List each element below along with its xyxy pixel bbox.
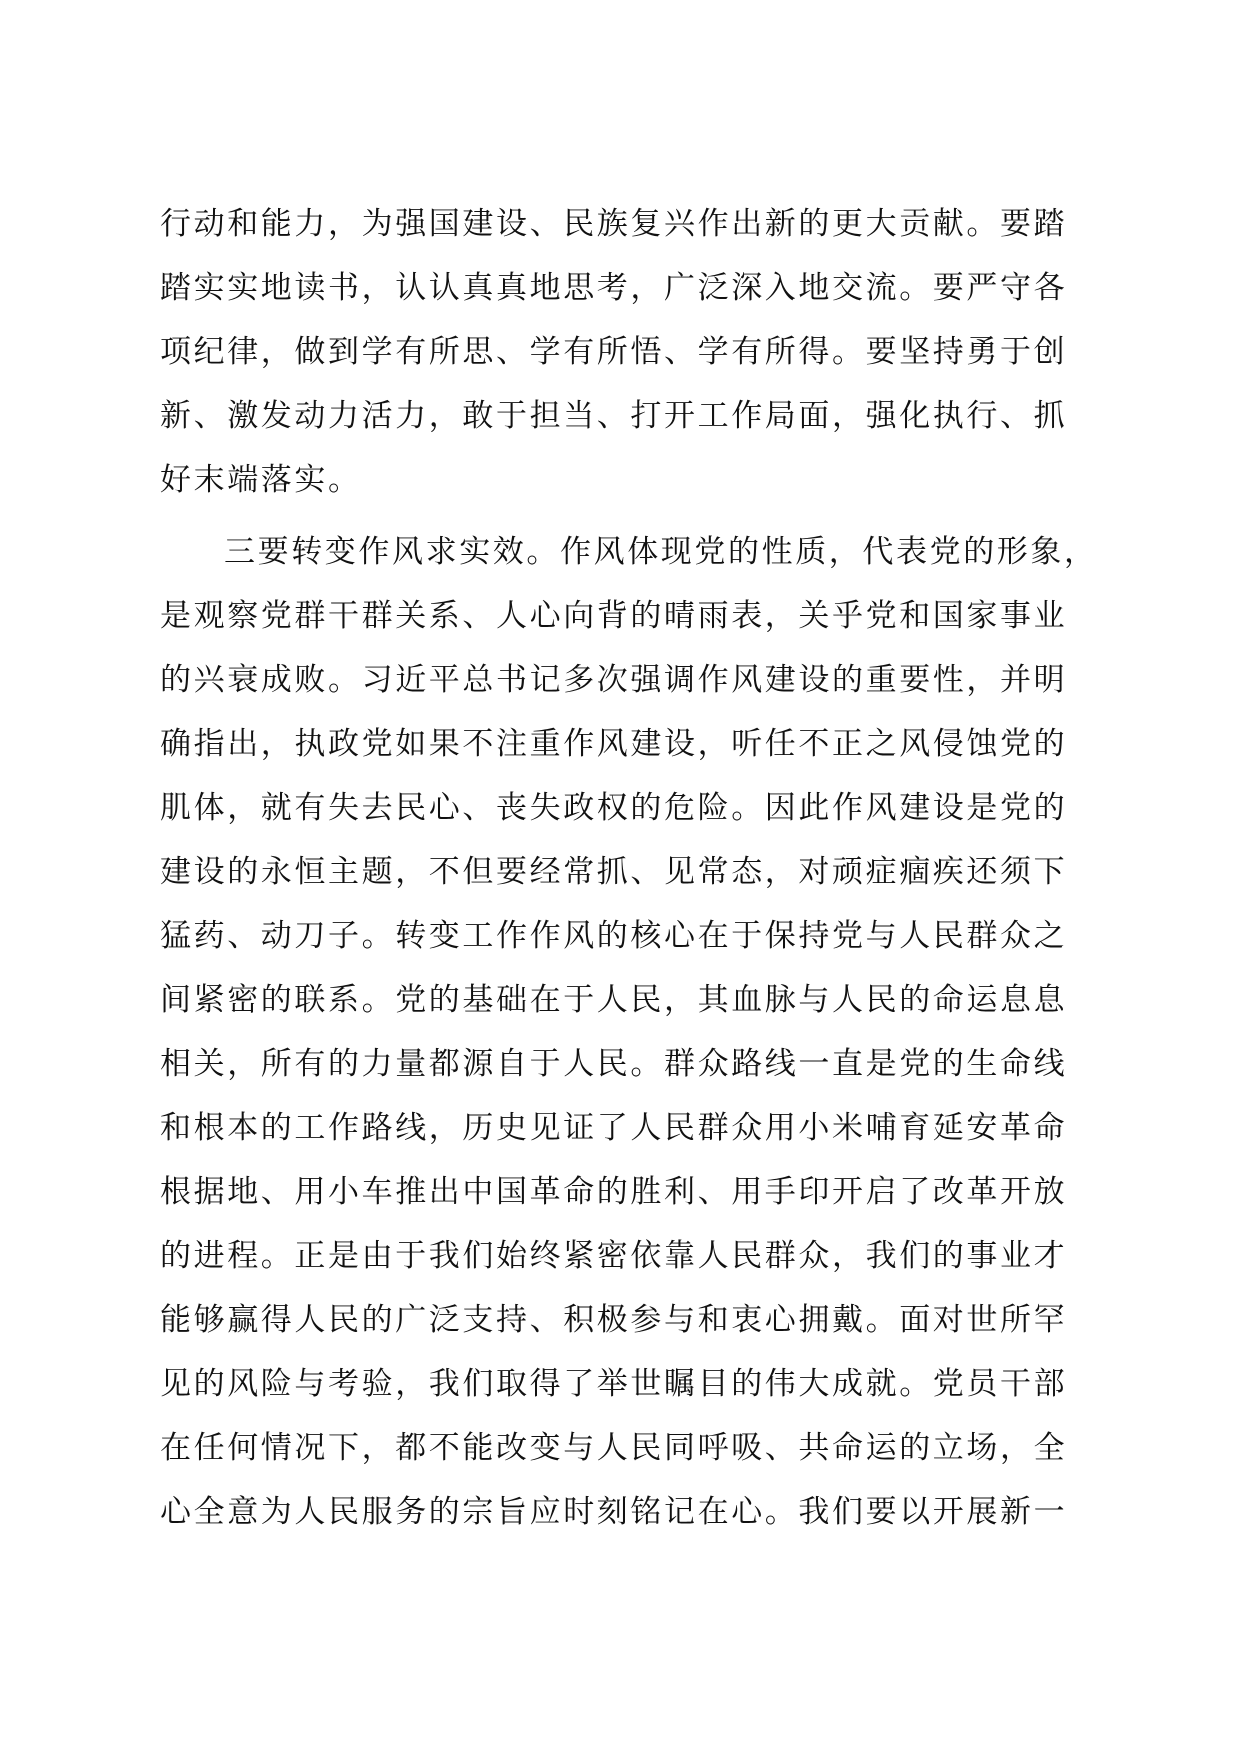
paragraph-2 — [160, 520, 1098, 1544]
text-line: 新、激发动力活力，敢于担当、打开工作局面，强化执行、抓 — [160, 398, 1068, 434]
text-line: 踏实实地读书，认认真真地思考，广泛深入地交流。要严守各 — [160, 270, 1068, 306]
text-line: 的兴衰成败。习近平总书记多次强调作风建设的重要性，并明 — [160, 662, 1068, 698]
text-line-first: 三要转变作风求实效。作风体现党的性质，代表党的形象， — [224, 534, 1098, 570]
text-line: 建设的永恒主题，不但要经常抓、见常态，对顽症痼疾还须下 — [160, 854, 1068, 890]
text-line: 猛药、动刀子。转变工作作风的核心在于保持党与人民群众之 — [160, 918, 1068, 954]
paragraph-1 — [160, 192, 1080, 512]
text-line: 行动和能力，为强国建设、民族复兴作出新的更大贡献。要踏 — [160, 206, 1068, 242]
text-line: 心全意为人民服务的宗旨应时刻铭记在心。我们要以开展新一 — [160, 1494, 1068, 1530]
text-line: 项纪律，做到学有所思、学有所悟、学有所得。要坚持勇于创 — [160, 334, 1068, 370]
text-line: 间紧密的联系。党的基础在于人民，其血脉与人民的命运息息 — [160, 982, 1068, 1018]
text-line: 和根本的工作路线，历史见证了人民群众用小米哺育延安革命 — [160, 1110, 1068, 1146]
text-line: 见的风险与考验，我们取得了举世瞩目的伟大成就。党员干部 — [160, 1366, 1068, 1402]
text-line: 肌体，就有失去民心、丧失政权的危险。因此作风建设是党的 — [160, 790, 1068, 826]
text-line: 能够赢得人民的广泛支持、积极参与和衷心拥戴。面对世所罕 — [160, 1302, 1068, 1338]
paragraph-gap — [160, 512, 1080, 520]
text-line: 好末端落实。 — [160, 462, 362, 498]
body-text — [160, 192, 1098, 1544]
text-line: 相关，所有的力量都源自于人民。群众路线一直是党的生命线 — [160, 1046, 1068, 1082]
text-line: 是观察党群干群关系、人心向背的晴雨表，关乎党和国家事业 — [160, 598, 1068, 634]
text-line: 根据地、用小车推出中国革命的胜利、用手印开启了改革开放 — [160, 1174, 1068, 1210]
text-line: 在任何情况下，都不能改变与人民同呼吸、共命运的立场，全 — [160, 1430, 1068, 1466]
text-line: 确指出，执政党如果不注重作风建设，听任不正之风侵蚀党的 — [160, 726, 1068, 762]
text-line: 的进程。正是由于我们始终紧密依靠人民群众，我们的事业才 — [160, 1238, 1068, 1274]
